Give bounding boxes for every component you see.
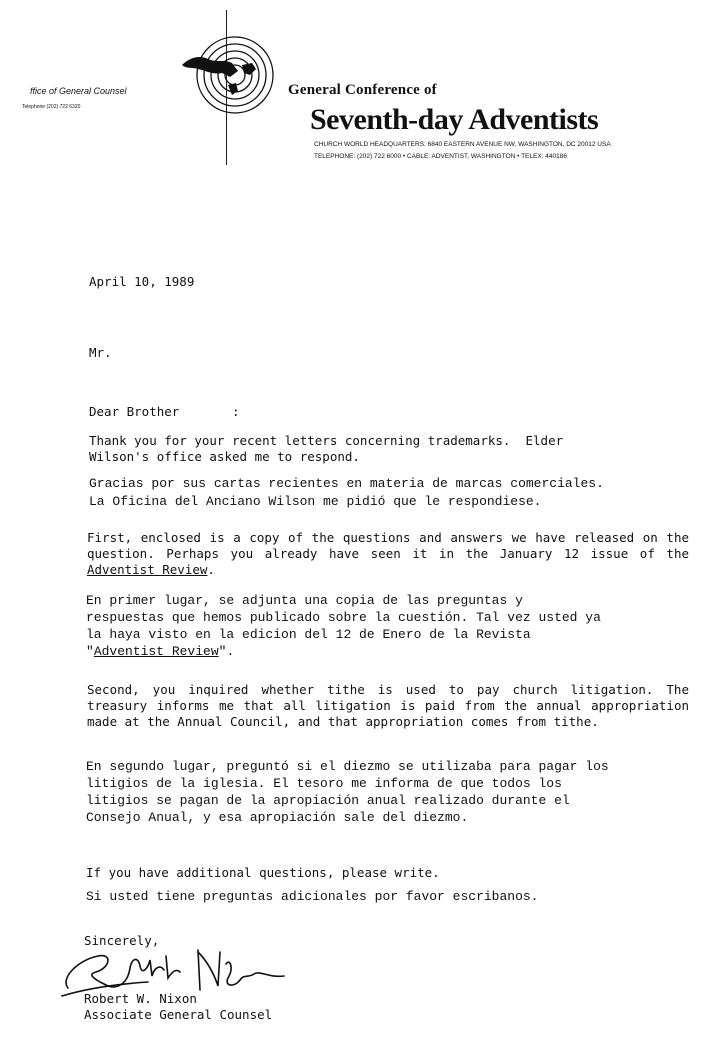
p2-en-publication: Adventist Review xyxy=(87,562,208,577)
p3-en: Second, you inquired whether tithe is used to pay church litigation. The treasury informs me that all litigation is paid from the annual appropriation made at the Annual Council, and that appropriation comes from tithe. xyxy=(87,682,689,729)
p4-es: Si usted tiene preguntas adicionales por favor escribanos. xyxy=(86,889,539,904)
p4-en: If you have additional questions, please write. xyxy=(86,865,440,880)
p2-es-line-2: respuestas que hemos publicado sobre la cuestión. Tal vez usted ya xyxy=(86,610,601,625)
p2-es-publication: Adventist Review xyxy=(93,644,219,659)
p3-es-line-4: Consejo Anual, y esa apropiación sale del diezmo. xyxy=(86,810,469,825)
org-contacts: TELEPHONE: (202) 722 6000 • CABLE: ADVENTIST, WASHINGTON • TELEX: 440186 xyxy=(314,153,567,160)
p1-es-line-2: La Oficina del Anciano Wilson me pidió que le respondiese. xyxy=(89,494,542,509)
p2-en xyxy=(87,530,689,578)
p2-en-end: . xyxy=(207,562,215,577)
org-name: Seventh-day Adventists xyxy=(310,103,599,136)
p3-es-line-3: litigios se pagan de la apropiación anual realizado durante el xyxy=(86,793,570,808)
globe-logo-icon xyxy=(180,35,280,115)
p3-es-line-2: litigios de la iglesia. El tesoro me informa de que todos los xyxy=(86,776,562,791)
p3-es-line-1: En segundo lugar, preguntó si el diezmo se utilizaba para pagar los xyxy=(86,759,609,774)
letter-date: April 10, 1989 xyxy=(89,274,195,289)
closing: Sincerely, xyxy=(84,933,160,948)
office-name: ffice of General Counsel xyxy=(30,86,127,96)
org-line: General Conference of xyxy=(288,82,437,98)
p2-es-line-4: "Adventist Review". xyxy=(86,644,235,659)
office-phone: Telephone (202) 722 6320 xyxy=(22,104,81,110)
p1-en-line-2: Wilson's office asked me to respond. xyxy=(89,449,360,464)
p2-es-line-1: En primer lugar, se adjunta una copia de las preguntas y xyxy=(86,593,523,608)
p2-es-line-3: la haya visto en la edicion del 12 de Enero de la Revista xyxy=(86,627,531,642)
p2-en-text: First, enclosed is a copy of the questions and answers we have released on the question. Perhaps you already have seen it in the January 12 issue of the xyxy=(87,530,689,561)
signer-name: Robert W. Nixon xyxy=(84,991,197,1006)
p1-en-line-1: Thank you for your recent letters concerning trademarks. Elder xyxy=(89,433,564,448)
p1-es-line-1: Gracias por sus cartas recientes en materia de marcas comerciales. xyxy=(89,476,604,491)
recipient: Mr. xyxy=(89,345,112,360)
signer-title: Associate General Counsel xyxy=(84,1007,273,1022)
salutation: Dear Brother : xyxy=(89,404,240,419)
org-address: CHURCH WORLD HEADQUARTERS: 6840 EASTERN AVENUE NW, WASHINGTON, DC 20012 USA xyxy=(314,141,611,148)
